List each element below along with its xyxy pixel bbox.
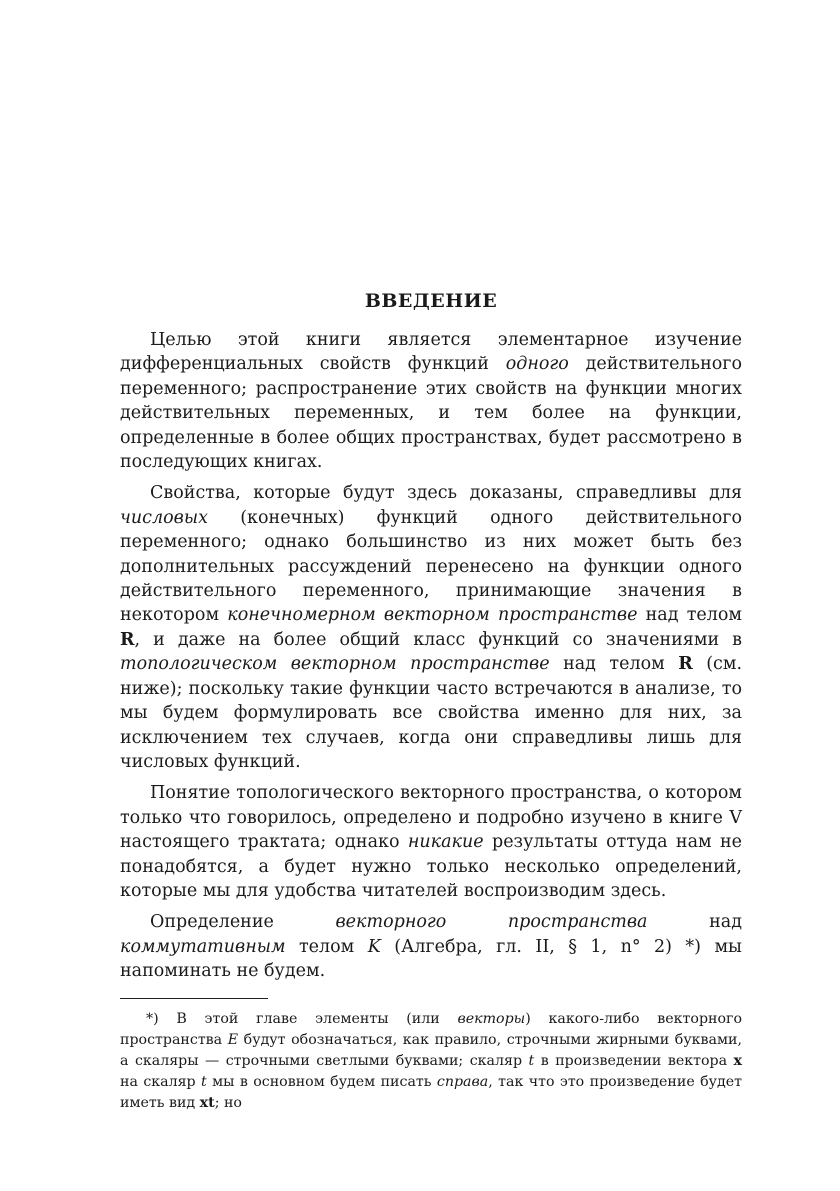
text-run: над телом	[637, 605, 742, 626]
emphasis: топологическом векторном пространстве	[120, 654, 550, 675]
text-run: Определение	[150, 912, 336, 933]
math-symbol: t	[528, 1052, 535, 1069]
bold-symbol: xt	[199, 1095, 215, 1112]
bold-symbol: R	[120, 629, 135, 650]
emphasis: коммутативным	[120, 936, 286, 957]
math-symbol: E	[227, 1031, 239, 1048]
text-run: над телом	[549, 654, 679, 675]
paragraph-2	[120, 481, 742, 774]
text-run: Целью этой книги является элементарное изучение дифференциальных свойств функций	[120, 330, 742, 375]
text-run: будут обозначаться, как правило, строчными жирными буквами, а скаляры — строчными светлыми буквами; скаляр	[120, 1031, 742, 1069]
text-run: ) какого-либо векторного пространства	[120, 1010, 742, 1048]
text-run: (см. ниже); поскольку такие функции часто встречаются в анализе, то мы будем формулировать все свойства именно для них, за исключением тех случаев, когда они справедливы лишь для числовых функций.	[120, 654, 743, 772]
text-run: (конечных) функций одного действительного переменного; однако большинство из них может быть без дополнительных рассуждений перенесено на функции одного действительного переменного, принимающие значения в некотором	[120, 507, 742, 626]
emphasis: справа	[436, 1074, 489, 1091]
text-run: телом	[285, 936, 368, 957]
emphasis: одного	[505, 354, 569, 375]
text-run: действительного переменного; распространение этих свойств на функции многих действительных переменных, и тем более на функции, определенные в более общих пространствах, будет рассмотрено в последующих книгах.	[120, 354, 742, 473]
text-run: (Алгебра, гл. II, § 1, n° 2) *) мы напоминать не будем.	[120, 936, 742, 982]
emphasis: никакие	[407, 832, 484, 853]
text-run: в произведении вектора	[534, 1052, 734, 1069]
text-run: , так что это произведение будет иметь вид	[120, 1074, 742, 1112]
text-run: Понятие топологического векторного пространства, о котором только что говорилось, определено и подробно изучено в книге V настоящего трактата; однако	[120, 783, 742, 853]
bold-symbol: x	[733, 1052, 742, 1069]
emphasis: конечномерном векторном пространстве	[227, 605, 638, 626]
footnote-divider	[120, 998, 268, 999]
chapter-heading: ВВЕДЕНИЕ	[364, 290, 498, 312]
text-run: ; но	[214, 1095, 242, 1112]
emphasis: векторы	[457, 1010, 526, 1027]
text-run: над	[647, 912, 743, 933]
text-run: на скаляр	[120, 1074, 202, 1091]
paragraph-3	[120, 781, 742, 903]
text-run: Свойства, которые будут здесь доказаны, справедливы для	[150, 483, 742, 504]
text-run: результаты оттуда нам не понадобятся, а будет нужно только несколько определений, которые мы для удобства читателей воспроизводим здесь.	[120, 832, 743, 901]
bold-symbol: R	[678, 654, 693, 675]
math-symbol: t	[201, 1074, 207, 1091]
emphasis: числовых	[120, 507, 208, 528]
math-symbol: K	[367, 936, 381, 957]
text-run: *) В этой главе элементы (или	[146, 1010, 458, 1027]
paragraph-4	[120, 910, 742, 983]
emphasis: векторного пространства	[335, 912, 648, 933]
text-run: , и даже на более общий класс функций со значениями в	[134, 629, 742, 650]
footnote	[120, 1009, 742, 1115]
paragraph-1	[120, 328, 742, 474]
text-run: мы в основном будем писать	[206, 1074, 437, 1091]
page-content	[120, 290, 742, 1115]
